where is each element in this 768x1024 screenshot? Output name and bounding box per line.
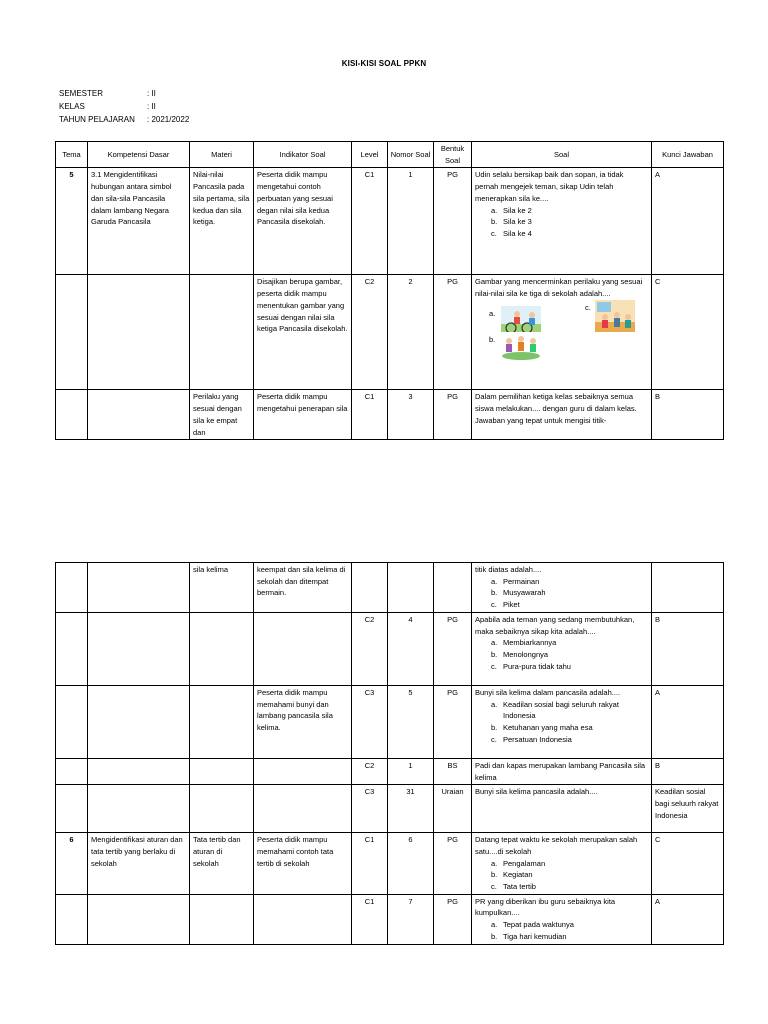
question-text: Dalam pemilihan ketiga kelas sebaiknya semua siswa melakukan.... dengan guru di dalam kelas. [475, 392, 637, 414]
option-item: a. Membiarkannya [491, 638, 557, 648]
cell-indikator [254, 612, 352, 685]
answer-options [475, 205, 648, 240]
picture-options: a. b. c. [475, 300, 648, 360]
document-title: KISI-KISI SOAL PPKN [341, 59, 427, 68]
table-row [56, 275, 724, 390]
cell-kunci: A [652, 894, 724, 944]
option-item: a. Sila ke 2 [491, 205, 532, 215]
cell-soal [472, 894, 652, 944]
cell-tema [56, 894, 88, 944]
table-row [56, 758, 724, 784]
cell-indikator [254, 894, 352, 944]
col-kunci: Kunci Jawaban [652, 142, 724, 168]
cell-level: C1 [352, 168, 388, 275]
question-text: Datang tepat waktu ke sekolah merupakan salah satu....di sekolah [475, 835, 638, 856]
col-indikator: Indikator Soal [254, 142, 352, 168]
cell-materi: Nilai-nilai Pancasila pada sila pertama, sila kedua dan sila ketiga. [190, 168, 254, 275]
cell-level: C1 [352, 894, 388, 944]
table-row [56, 785, 724, 833]
table-row [56, 168, 724, 275]
document-meta [59, 87, 189, 126]
table-row [56, 390, 724, 440]
question-text: Bunyi sila kelima dalam pancasila adalah.... [475, 687, 621, 697]
cell-bentuk: PG [434, 612, 472, 685]
cell-level: C2 [352, 758, 388, 784]
cell-indikator [254, 758, 352, 784]
cell-kunci: B [652, 758, 724, 784]
cell-kunci: B [652, 612, 724, 685]
col-level: Level [352, 142, 388, 168]
option-item: a. Tepat pada waktunya [491, 920, 574, 930]
cell-materi: Perilaku yang sesuai dengan sila ke empat dan [190, 390, 254, 440]
cell-soal [472, 833, 652, 895]
option-item: b. Kegiatan [491, 870, 533, 880]
cell-soal [472, 275, 652, 390]
students-classroom-illustration [595, 300, 635, 332]
cell-level: C2 [352, 275, 388, 390]
table-row [56, 894, 724, 944]
cell-nomor: 1 [388, 758, 434, 784]
cell-kunci: C [652, 833, 724, 895]
cell-kd [88, 685, 190, 758]
children-playing-illustration [501, 332, 541, 360]
meta-semester: SEMESTER : II [59, 89, 156, 98]
cell-bentuk: BS [434, 758, 472, 784]
cell-indikator: Peserta didik mampu mengetahui penerapan sila [254, 390, 352, 440]
answer-options [475, 576, 648, 611]
cell-indikator: keempat dan sila kelima di sekolah dan ditempat bermain. [254, 563, 352, 613]
table-row [56, 612, 724, 685]
cell-nomor [388, 563, 434, 613]
cell-indikator: Peserta didik mampu memahami contoh tata tertib di sekolah [254, 833, 352, 895]
answer-options [475, 858, 648, 893]
cell-materi [190, 685, 254, 758]
cell-nomor: 6 [388, 833, 434, 895]
cell-kunci: C [652, 275, 724, 390]
answer-options [475, 919, 648, 942]
option-item: c. Piket [491, 600, 520, 610]
cell-tema [56, 685, 88, 758]
option-item: a. Pengalaman [491, 858, 546, 868]
cell-kunci: Keadilan sosial bagi seluurh rakyat Indonesia [652, 785, 724, 833]
option-item: c. Tata tertib [491, 882, 536, 892]
cell-soal [472, 685, 652, 758]
option-item: a. Permainan [491, 576, 540, 586]
cell-bentuk: PG [434, 390, 472, 440]
col-soal: Soal [472, 142, 652, 168]
col-materi: Materi [190, 142, 254, 168]
cell-tema [56, 785, 88, 833]
cell-materi [190, 275, 254, 390]
option-item: a. Keadilan sosial bagi seluruh rakyat Indonesia [491, 699, 619, 721]
meta-kelas: KELAS : II [59, 102, 156, 111]
cell-level: C2 [352, 612, 388, 685]
cell-bentuk: PG [434, 833, 472, 895]
cell-soal: Bunyi sila kelima pancasila adalah.... [472, 785, 652, 833]
cell-tema [56, 563, 88, 613]
cell-tema: 6 [56, 833, 88, 895]
cell-kunci: A [652, 685, 724, 758]
header-row [56, 142, 724, 168]
cell-tema [56, 390, 88, 440]
option-item: b. Menolongnya [491, 649, 549, 659]
cell-level: C1 [352, 390, 388, 440]
cell-soal [472, 168, 652, 275]
cell-indikator [254, 785, 352, 833]
cell-kunci: B [652, 390, 724, 440]
children-bicycle-illustration [501, 306, 541, 334]
cell-bentuk: PG [434, 275, 472, 390]
cell-nomor: 31 [388, 785, 434, 833]
option-item: b. Sila ke 3 [491, 217, 532, 227]
cell-materi: Tata tertib dan aturan di sekolah [190, 833, 254, 895]
cell-materi [190, 758, 254, 784]
cell-kd: Mengidentifikasi aturan dan tata tertib yang berlaku di sekolah [88, 833, 190, 895]
col-kompetensi-dasar: Kompetensi Dasar [88, 142, 190, 168]
meta-tahun: TAHUN PELAJARAN : 2021/2022 [59, 115, 190, 124]
cell-nomor: 1 [388, 168, 434, 275]
cell-nomor: 5 [388, 685, 434, 758]
option-item: c. Persatuan Indonesia [491, 734, 572, 744]
question-text: Apabila ada teman yang sedang membutuhkan, maka sebaiknya sikap kita adalah.... [475, 614, 635, 636]
cell-tema [56, 275, 88, 390]
cell-tema: 5 [56, 168, 88, 275]
cell-bentuk: PG [434, 894, 472, 944]
cell-level: C1 [352, 833, 388, 895]
cell-bentuk: PG [434, 685, 472, 758]
table-row [56, 563, 724, 613]
answer-options [475, 637, 648, 672]
cell-bentuk [434, 563, 472, 613]
cell-kd [88, 390, 190, 440]
answer-options [475, 699, 648, 746]
cell-tema [56, 612, 88, 685]
cell-tema [56, 758, 88, 784]
question-text: PR yang diberikan ibu guru sebaiknya kita kumpulkan.... [475, 896, 616, 918]
cell-nomor: 7 [388, 894, 434, 944]
cell-kd [88, 275, 190, 390]
cell-level: C3 [352, 685, 388, 758]
cell-kunci [652, 563, 724, 613]
cell-materi: sila kelima [190, 563, 254, 613]
cell-nomor: 3 [388, 390, 434, 440]
option-item: b. Tiga hari kemudian [491, 931, 567, 941]
cell-soal: Padi dan kapas merupakan lambang Pancasila sila kelima [472, 758, 652, 784]
cell-nomor: 4 [388, 612, 434, 685]
question-text-continued: Jawaban yang tepat untuk mengisi titik- [475, 415, 607, 425]
col-bentuk: Bentuk Soal [434, 142, 472, 168]
cell-indikator: Peserta didik mampu mengetahui contoh perbuatan yang sesuai degan nilai sila kedua Pancasila disekolah. [254, 168, 352, 275]
grid-table-page-2 [55, 562, 724, 945]
cell-kd [88, 894, 190, 944]
cell-bentuk: PG [434, 168, 472, 275]
question-text: Udin selalu bersikap baik dan sopan, ia tidak pernah mengejek teman, sikap Udin telah menerapkan sila ke.... [475, 170, 624, 203]
cell-kd: 3.1 Mengidentifikasi hubungan antara simbol dan sila-sila Pancasila dalam lambang Negara Garuda Pancasila [88, 168, 190, 275]
cell-soal [472, 563, 652, 613]
option-item: c. Pura-pura tidak tahu [491, 661, 571, 671]
cell-materi [190, 785, 254, 833]
option-item: b. Musyawarah [491, 588, 546, 598]
question-text: Gambar yang mencerminkan perilaku yang sesuai nilai-nilai sila ke tiga di sekolah adalah.... [475, 277, 643, 299]
cell-indikator: Disajikan berupa gambar, peserta didik mampu menentukan gambar yang sesuai dengan nilai sila ketiga Pancasila disekolah. [254, 275, 352, 390]
cell-kd [88, 785, 190, 833]
cell-kd [88, 563, 190, 613]
option-item: c. Sila ke 4 [491, 228, 532, 238]
cell-level: C3 [352, 785, 388, 833]
cell-soal [472, 612, 652, 685]
cell-kunci: A [652, 168, 724, 275]
cell-level [352, 563, 388, 613]
cell-soal [472, 390, 652, 440]
table-row [56, 833, 724, 895]
cell-materi [190, 612, 254, 685]
cell-bentuk: Uraian [434, 785, 472, 833]
cell-nomor: 2 [388, 275, 434, 390]
cell-materi [190, 894, 254, 944]
question-text: titik diatas adalah.... [475, 565, 542, 574]
grid-table-page-1 [55, 141, 724, 440]
table-row [56, 685, 724, 758]
cell-kd [88, 612, 190, 685]
col-tema: Tema [56, 142, 88, 168]
cell-kd [88, 758, 190, 784]
cell-indikator: Peserta didik mampu memahami bunyi dan lambang pancasila sila kelima. [254, 685, 352, 758]
option-item: b. Ketuhanan yang maha esa [491, 722, 593, 732]
col-nomor: Nomor Soal [388, 142, 434, 168]
